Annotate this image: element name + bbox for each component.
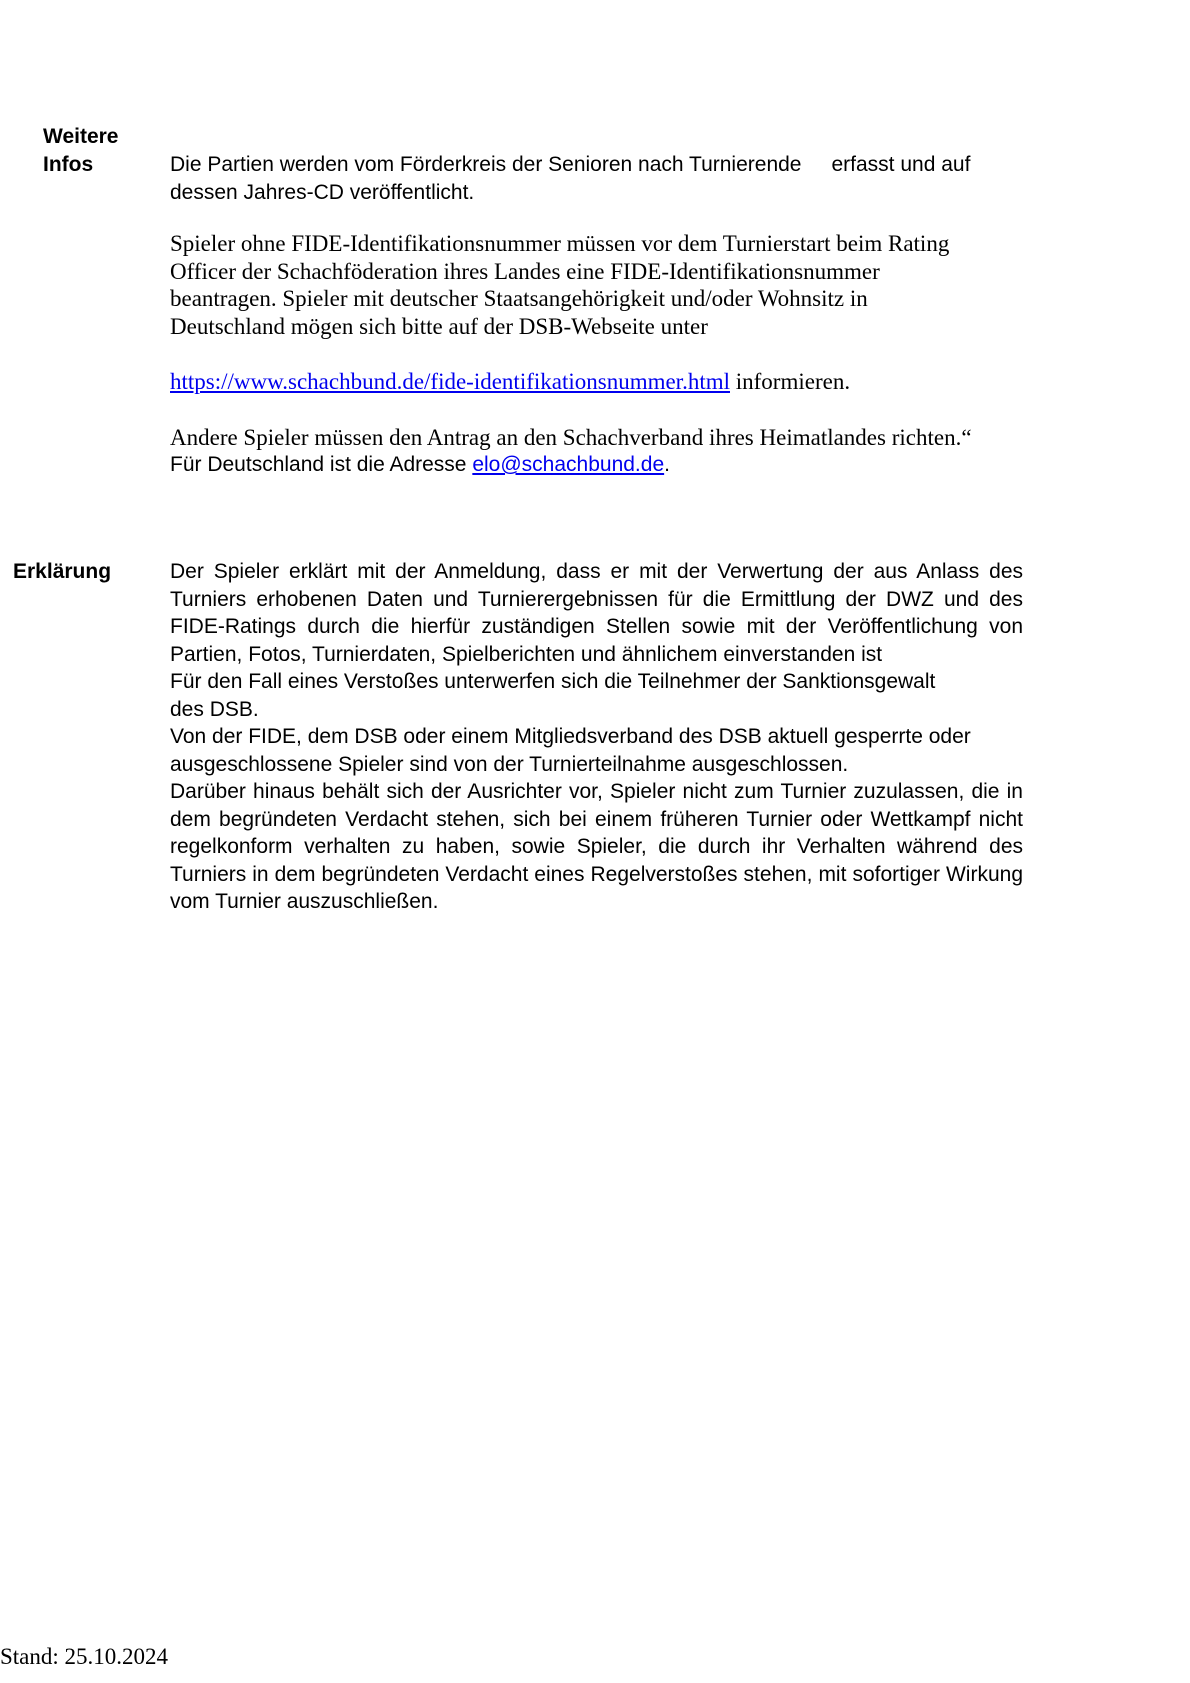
infos-p5-suffix: . xyxy=(664,453,670,476)
erklaerung-p2 xyxy=(170,668,1023,723)
erklaerung-p2-line1: Für den Fall eines Verstoßes unterwerfen sich die Teilnehmer der Sanktionsgewalt xyxy=(170,670,936,693)
erklaerung-label: Erklärung xyxy=(13,560,112,583)
infos-link-suffix: informieren. xyxy=(730,369,851,394)
infos-label-line2: Infos xyxy=(43,153,94,176)
erklaerung-section xyxy=(170,558,1023,916)
fide-id-link[interactable]: https://www.schachbund.de/fide-identifikationsnummer.html xyxy=(170,369,730,394)
stand-date: Stand: 25.10.2024 xyxy=(0,1644,169,1669)
infos-p2-line1: Spieler ohne FIDE-Identifikationsnummer müssen vor dem Turnierstart beim Rating xyxy=(170,231,950,256)
infos-p1-line2: dessen Jahres-CD veröffentlicht. xyxy=(170,180,475,204)
email-link[interactable]: elo@schachbund.de xyxy=(472,453,665,476)
infos-label xyxy=(43,123,118,179)
infos-label-line1: Weitere xyxy=(43,125,119,148)
infos-p1-part1: Die Partien werden vom Förderkreis der Senioren nach Turnierende xyxy=(170,153,802,176)
erklaerung-p4: Darüber hinaus behält sich der Ausrichter vor, Spieler nicht zum Turnier zuzulassen, die in dem begründeten Verdacht stehen, sich bei einem früheren Turnier oder Wettkampf nicht regelkonform verhalten zu haben, sowie Spieler, die durch ihr Verhalten während des Turniers in dem begründeten Verdacht eines Regelverstoßes stehen, mit sofortiger Wirkung vom Turnier auszuschließen. xyxy=(170,780,1023,913)
infos-paragraph-2 xyxy=(170,230,1023,340)
erklaerung-p1: Der Spieler erklärt mit der Anmeldung, dass er mit der Verwertung der aus Anlass des Turniers erhobenen Daten und Turnierergebnissen für die Ermittlung der DWZ und des FIDE-Ratings durch die hierfür zuständigen Stellen sowie mit der Veröffentlichung von Partien, Fotos, Turnierdaten, Spielberichten und ähnlichem einverstanden ist xyxy=(170,560,1023,666)
infos-p4: Andere Spieler müssen den Antrag an den Schachverband ihres Heimatlandes richten.“ xyxy=(170,424,972,450)
infos-paragraph-4 xyxy=(170,424,1023,479)
infos-paragraph-3 xyxy=(170,368,1023,396)
infos-p2-line4: Deutschland mögen sich bitte auf der DSB-Webseite unter xyxy=(170,313,708,339)
infos-p2-line3: beantragen. Spieler mit deutscher Staatsangehörigkeit und/oder Wohnsitz in xyxy=(170,286,868,311)
infos-p1-part2: erfasst und auf xyxy=(831,153,971,176)
erklaerung-p2-line2: des DSB. xyxy=(170,697,259,721)
infos-paragraph-1 xyxy=(170,151,1023,206)
erklaerung-p3: Von der FIDE, dem DSB oder einem Mitgliedsverband des DSB aktuell gesperrte oder ausgeschlossene Spieler sind von der Turnierteilnahme ausgeschlossen. xyxy=(170,725,971,776)
infos-section xyxy=(170,151,1023,479)
infos-p2-line2: Officer der Schachföderation ihres Landes eine FIDE-Identifikationsnummer xyxy=(170,258,880,284)
infos-p5-prefix: Für Deutschland ist die Adresse xyxy=(170,453,473,476)
